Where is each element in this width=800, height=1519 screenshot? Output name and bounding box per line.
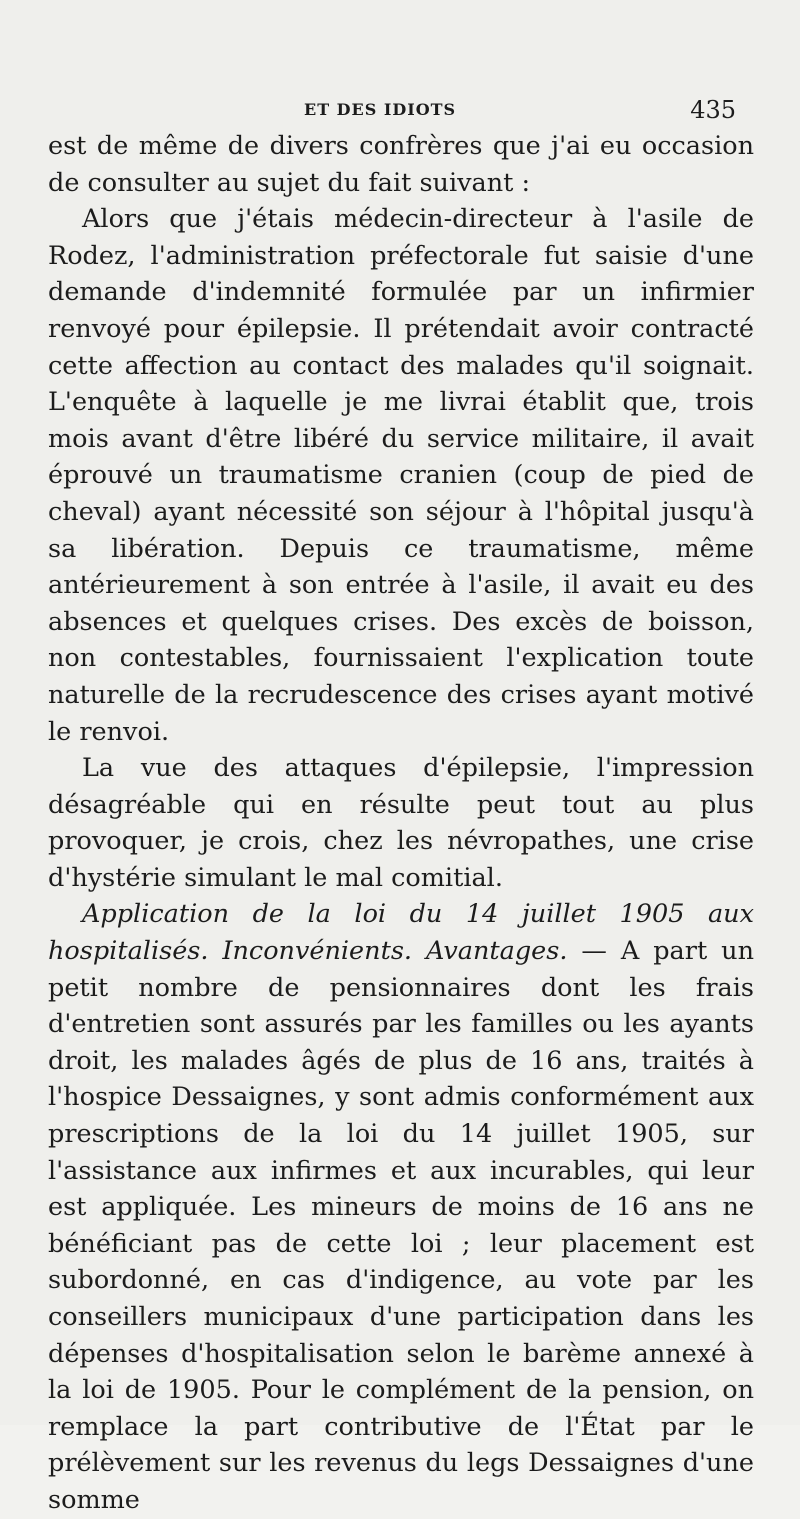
section-text: — A part un petit nombre de pensionnaires dont les frais d'entretien sont assurés par les familles ou les ayants droit, les malades âgés de plus de 16 ans, traités à l'hospice Dessaignes, y sont admis conformément aux prescriptions de la loi du 14 juillet 1905, sur l'assistance aux infirmes et aux incurables, qui leur est appliquée. Les mineurs de moins de 16 ans ne bénéficiant pas de cette loi ; leur placement est subordonné, en cas d'indigence, au vote par les conseillers municipaux d'une participation dans les dépenses d'hospitalisation selon le barème annexé à la loi de 1905. Pour le complément de la pension, on remplace la part contributive de l'État par le prélèvement sur les revenus du legs Dessaignes d'une somme [48, 936, 754, 1515]
paragraph-continuation: est de même de divers confrères que j'ai eu occasion de consulter au sujet du fait suivant : [48, 131, 754, 198]
paragraph-rodez-case: Alors que j'étais médecin-directeur à l'asile de Rodez, l'administration préfectorale fut saisie d'une demande d'indemnité formulée par un infirmier renvoyé pour épilepsie. Il prétendait avoir contracté cette affection au contact des malades qu'il soignait. L'enquête à laquelle je me livrai établit que, trois mois avant d'être libéré du service militaire, il avait éprouvé un traumatisme cranien (coup de pied de cheval) ayant nécessité son séjour à l'hôpital jusqu'à sa libération. Depuis ce traumatisme, même antérieurement à son entrée à l'asile, il avait eu des absences et quelques crises. Des excès de boisson, non contestables, fournissaient l'explication toute naturelle de la recrudescence des crises ayant motivé le renvoi. [48, 204, 754, 747]
section-heading: Application de la loi du 14 juillet 1905 aux hospitalisés. Inconvénients. Avantages. [48, 899, 754, 967]
running-head: ET DES IDIOTS [304, 100, 457, 119]
body-text [48, 128, 754, 1519]
paragraph-law-1905 [48, 896, 754, 1518]
paragraph-epilepsy-impression: La vue des attaques d'épilepsie, l'impression désagréable qui en résulte peut tout au plus provoquer, je crois, chez les névropathes, une crise d'hystérie simulant le mal comitial. [48, 753, 754, 893]
page-header [0, 96, 800, 126]
page-number: 435 [690, 96, 736, 124]
